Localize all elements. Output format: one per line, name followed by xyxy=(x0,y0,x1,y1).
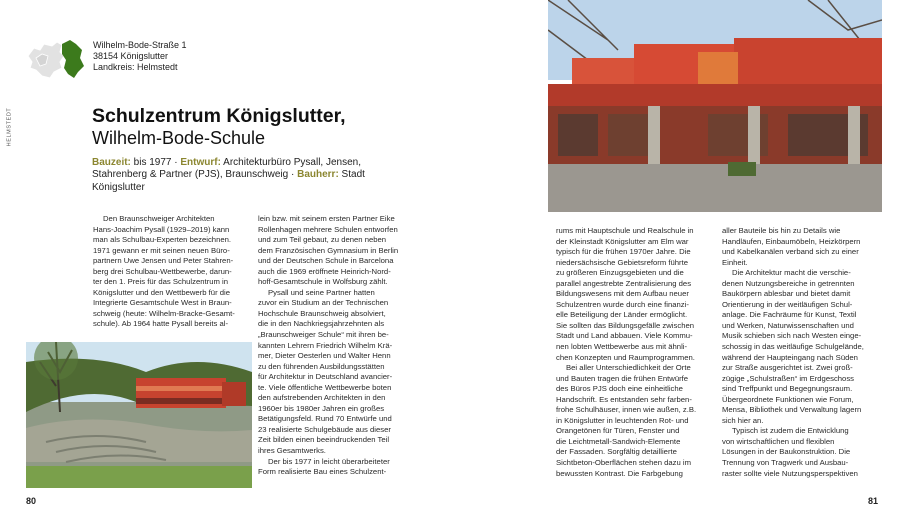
text-column-4 xyxy=(722,226,884,479)
locator-map xyxy=(24,36,86,82)
text-line: Mensa, Bibliothek und Verwaltung lagern xyxy=(722,405,862,415)
text-line: nen lobten Wettbewerbe aus mit ähnli- xyxy=(556,342,688,352)
text-line: Bei aller Unterschiedlichkeit der Orte xyxy=(566,363,691,373)
text-line: in Königslutter in leuchtenden Rot- und xyxy=(556,415,689,425)
text-line: Orangetönen für Türen, Fenster und xyxy=(556,426,680,436)
address-district: Landkreis: Helmstedt xyxy=(93,62,178,73)
text-line: und zum Teil gebaut, zu denen neben xyxy=(258,235,387,245)
text-line: man als Schulbau-Experten bezeichnen. xyxy=(93,235,232,245)
text-line: Pysall und seine Partner hatten xyxy=(268,287,375,297)
text-line: zügige „Schulstraßen“ im Erdgeschoss xyxy=(722,373,855,383)
text-line: Königslutter und den Wettbewerb für die xyxy=(93,287,231,297)
text-line: Die Architektur macht die verschie- xyxy=(732,268,851,278)
text-line: denen Nutzungsbereiche in getrennten xyxy=(722,278,855,288)
text-line: kannten Lehrern Friedrich Wilhelm Krä- xyxy=(258,340,393,350)
text-line: Musik schieben sich nach Westen einge- xyxy=(722,331,862,341)
side-region-label xyxy=(2,108,24,152)
text-column-2 xyxy=(258,214,413,478)
text-line: Rollenhagen mehrere Schulen entworfen xyxy=(258,224,398,234)
text-line: Typisch ist zudem die Entwicklung xyxy=(732,426,849,436)
page-number-left: 80 xyxy=(26,496,37,506)
text-line: elle Beteiligung der Länder ermöglicht. xyxy=(556,310,688,320)
text-line: Stadt und Land abbauen. Viele Kommu- xyxy=(556,331,693,341)
address-city: 38154 Königslutter xyxy=(93,51,169,62)
text-line: schweig (heute: Wilhelm-Bracke-Gesamt- xyxy=(93,308,235,318)
text-line: und Bauten tragen die frühen Entwürfe xyxy=(556,373,689,383)
text-line: aller Bauteile bis hin zu Details wie xyxy=(722,226,841,235)
text-line: Hans-Joachim Pysall (1929–2019) kann xyxy=(93,224,230,234)
text-line: und Kabelkanälen verband sich zu einer xyxy=(722,247,859,257)
text-line: Baukörpern ablesbar und bietet damit xyxy=(722,289,851,299)
text-line: Betätigungsfeld. Rund 70 Entwürfe und xyxy=(258,414,392,424)
text-line: raster sollte viele Nutzungsperspektiven xyxy=(722,468,858,478)
text-line: schule). Ab 1964 hatte Pysall bereits al- xyxy=(93,319,229,329)
entwurf-label: Entwurf: xyxy=(180,157,221,168)
text-line: 1960er bis 1980er Jahren ein großes xyxy=(258,403,385,413)
page-title: Schulzentrum Königslutter, xyxy=(92,105,346,127)
text-line: typisch für die frühen 1970er Jahre. Die xyxy=(556,247,691,257)
text-line: Bildungswesens mit dem Aufbau neuer xyxy=(556,289,689,299)
building-meta xyxy=(92,157,392,194)
text-line: Orientierung in der weitläufigen Schul- xyxy=(722,299,853,309)
side-label-text: HELMSTEDT xyxy=(6,107,13,147)
address-street: Wilhelm-Bode-Straße 1 xyxy=(93,40,187,50)
text-line: und Werken, Naturwissenschaften und xyxy=(722,320,854,330)
text-line: Der bis 1977 in leicht überarbeiteter xyxy=(268,456,390,466)
text-column-1 xyxy=(93,214,248,330)
text-line: der Kleinstadt Königslutter am Elm war xyxy=(556,236,689,246)
text-line: Hochschule Braunschweig absolviert, xyxy=(258,308,386,318)
text-line: berg drei Schulbau-Wettbewerbe, darun- xyxy=(93,266,232,276)
text-line: bewussten Kontrast. Die Farbgebung xyxy=(556,468,683,478)
building-photo xyxy=(548,0,882,212)
text-line: Lösungen in der Baukonstruktion. Die xyxy=(722,447,851,457)
text-line: Trennung von Tragwerk und Ausbau- xyxy=(722,458,849,468)
text-line: zur Straße ausgerichtet ist. Zwei groß- xyxy=(722,363,853,373)
page-subtitle: Wilhelm-Bode-Schule xyxy=(92,128,266,148)
text-line: frohe Schulhäuser, innen wie außen, z.B. xyxy=(556,405,697,415)
text-line: für Architektur in Deutschland avancier- xyxy=(258,372,393,382)
text-line: 1971 gewann er mit seinen neuen Büro- xyxy=(93,245,230,255)
text-line: Handläufen, Einbaumöbeln, Heizkörpern xyxy=(722,236,861,246)
text-line: niedersächsische Gebietsreform führte xyxy=(556,257,689,267)
text-line: sind Treffpunkt und Begegnungsraum. xyxy=(722,384,853,394)
text-line: parallel angestrebte Zentralisierung des xyxy=(556,278,692,288)
text-line: ter den 1. Preis für das Schulzentrum in xyxy=(93,277,229,287)
text-line: Form realisierte Bau eines Schulzent- xyxy=(258,467,387,477)
text-line: die Leichtmetall-Sandwich-Elemente xyxy=(556,436,681,446)
text-line: zu den führenden Ausbildungsstätten xyxy=(258,361,385,371)
text-line: chen Konzepten und Raumprogrammen. xyxy=(556,352,695,362)
text-line: mer, Dieter Oesterlen und Walter Henn xyxy=(258,351,391,361)
text-line: auch die 1969 eröffnete Heinrich-Nord- xyxy=(258,266,391,276)
text-line: Handschrift. Es entstanden sehr farben- xyxy=(556,394,692,404)
text-line: Einheit. xyxy=(722,257,748,267)
text-line: ihres Gesamtwerks. xyxy=(258,446,326,456)
text-line: „Braunschweiger Schule“ mit ihren be- xyxy=(258,330,389,340)
text-line: sich hier an. xyxy=(722,415,764,425)
text-line: und der Deutschen Schule in Barcelona xyxy=(258,256,394,266)
courtyard-photo xyxy=(26,342,252,488)
text-line: Übergeordnete Funktionen wie Forum, xyxy=(722,394,854,404)
text-column-3 xyxy=(556,226,716,479)
text-line: lein bzw. mit seinem ersten Partner Eike xyxy=(258,214,395,223)
text-line: von wirtschaftlichen und flexiblen xyxy=(722,436,835,446)
text-line: Integrierte Gesamtschule West in Braun- xyxy=(93,298,232,308)
text-line: Den Braunschweiger Architekten xyxy=(103,214,215,223)
text-line: Sichtbeton-Oberflächen stehen dazu im xyxy=(556,458,692,468)
text-line: hoff-Gesamtschule in Wolfsburg zählt. xyxy=(258,277,388,287)
text-line: Schulzentren wurde durch eine finanzi- xyxy=(556,299,689,309)
text-line: 23 realisierte Schulgebäude aus dieser xyxy=(258,424,391,434)
text-line: zu größeren Einzugsgebieten und die xyxy=(556,268,684,278)
text-line: der Fassaden. Sorgfältig detaillierte xyxy=(556,447,677,457)
text-line: rums mit Hauptschule und Realschule in xyxy=(556,226,694,235)
bauzeit-label: Bauzeit: xyxy=(92,157,131,168)
bauherr-label: Bauherr: xyxy=(297,169,339,181)
text-line: schossig in das weitläufige Schulgelände, xyxy=(722,342,864,352)
entwurf-value: Architekturbüro Pysall, Jensen, Stahrenberg & Partner (PJS), Braunschweig · xyxy=(92,157,362,181)
text-line: Sie sollten das Bildungsgefälle zwischen xyxy=(556,320,695,330)
text-line: den aufstrebenden Architekten in den xyxy=(258,393,386,403)
text-line: zuvor ein Studium an der Technischen xyxy=(258,298,389,308)
page-number-right: 81 xyxy=(868,496,879,506)
text-line: Zeit bilden einen beeindruckenden Teil xyxy=(258,435,390,445)
text-line: des Büros PJS doch eine einheitliche xyxy=(556,384,683,394)
address-block xyxy=(93,40,187,74)
text-line: dem Französischen Gymnasium in Berlin xyxy=(258,245,399,255)
text-line: während der Haupteingang nach Süden xyxy=(722,352,858,362)
text-line: partnern Uwe Jensen und Peter Stahren- xyxy=(93,256,234,266)
text-line: anlage. Die Fachräume für Kunst, Textil xyxy=(722,310,857,320)
lower-saxony-map-icon xyxy=(24,36,86,82)
bauherr-value: Stadt Königslutter xyxy=(92,169,365,193)
text-line: die in den Nachkriegsjahrzehnten als xyxy=(258,319,385,329)
text-line: te. Viele öffentliche Wettbewerbe boten xyxy=(258,382,392,392)
bauzeit-value: bis 1977 · xyxy=(130,157,181,168)
